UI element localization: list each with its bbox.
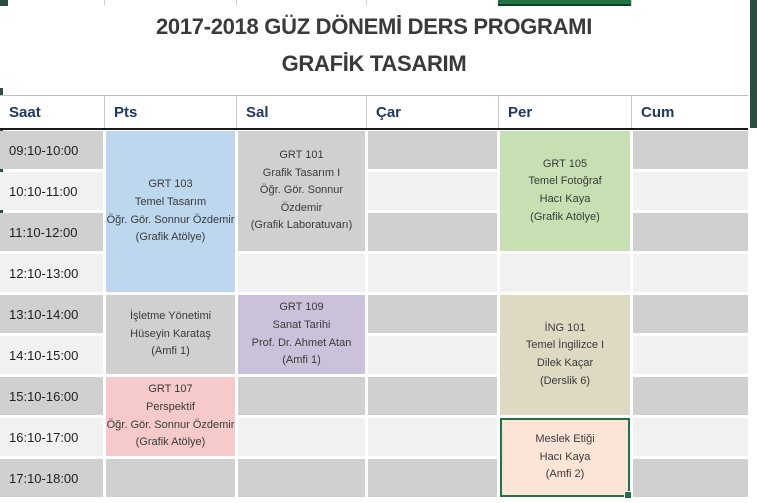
day-header-saat[interactable]: Saat xyxy=(9,103,41,121)
course-code: GRT 105 xyxy=(542,157,588,170)
time-cell[interactable]: 16:10-17:00 xyxy=(0,418,103,456)
empty-cell[interactable] xyxy=(368,131,497,169)
time-cell[interactable]: 13:10-14:00 xyxy=(0,295,103,333)
course-instructor: Öğr. Gör. Sonnur Özdemir xyxy=(106,213,235,226)
empty-cell[interactable] xyxy=(633,336,748,374)
course-name: Sanat Tarihi xyxy=(272,318,331,331)
course-code: GRT 101 xyxy=(279,149,324,162)
empty-cell[interactable] xyxy=(633,213,748,251)
course-name: Meslek Etiği xyxy=(535,433,595,446)
course-block-grt109[interactable] xyxy=(238,295,365,374)
course-instructor: Hacı Kaya xyxy=(539,450,591,463)
column-header-sliver xyxy=(631,0,748,5)
course-block-grt101[interactable] xyxy=(238,131,365,251)
course-name: Temel İngilizce I xyxy=(525,339,605,352)
empty-cell[interactable] xyxy=(238,377,365,415)
time-cell[interactable]: 14:10-15:00 xyxy=(0,336,103,374)
column-header-sliver xyxy=(236,0,366,5)
course-room: (Grafik Atölye) xyxy=(135,436,206,449)
course-room: (Derslik 6) xyxy=(539,374,591,387)
empty-cell[interactable] xyxy=(633,172,748,210)
day-header-sal[interactable]: Sal xyxy=(236,96,366,128)
course-block-ing101[interactable] xyxy=(500,295,630,415)
day-header-per[interactable]: Per xyxy=(498,96,631,128)
course-block-grt103[interactable] xyxy=(106,131,235,292)
course-name: Temel Fotoğraf xyxy=(528,175,602,188)
empty-cell[interactable] xyxy=(500,254,630,292)
day-header-pts[interactable]: Pts xyxy=(104,96,236,128)
empty-cell[interactable] xyxy=(633,254,748,292)
empty-cell[interactable] xyxy=(633,459,748,497)
column-header-sliver xyxy=(0,0,104,5)
course-room: (Amfi 2) xyxy=(545,468,585,481)
empty-cell[interactable] xyxy=(238,254,365,292)
day-header-row xyxy=(0,95,748,130)
time-cell[interactable]: 09:10-10:00 xyxy=(0,131,103,169)
course-instructor: Öğr. Gör. Sonnur Özdemir xyxy=(106,418,235,431)
empty-cell[interactable] xyxy=(368,295,497,333)
empty-cell[interactable] xyxy=(633,377,748,415)
time-cell[interactable]: 10:10-11:00 xyxy=(0,172,103,210)
day-header-cum[interactable]: Cum xyxy=(631,96,748,128)
course-code: GRT 107 xyxy=(148,383,193,396)
time-cell[interactable]: 15:10-16:00 xyxy=(0,377,103,415)
selected-column-highlight xyxy=(498,0,631,6)
course-name: Perspektif xyxy=(146,400,195,413)
schedule-title xyxy=(0,8,748,82)
column-header-strip xyxy=(0,0,748,5)
empty-cell[interactable] xyxy=(368,336,497,374)
course-instructor: Hüseyin Karataş xyxy=(130,327,211,340)
day-header-car[interactable]: Çar xyxy=(366,96,498,128)
schedule-title-line1: 2017-2018 GÜZ DÖNEMİ DERS PROGRAMI xyxy=(155,14,593,39)
time-cell[interactable]: 11:10-12:00 xyxy=(0,213,103,251)
column-header-sliver xyxy=(366,0,498,5)
empty-cell[interactable] xyxy=(368,172,497,210)
course-instructor: Hacı Kaya xyxy=(539,193,591,205)
schedule-title-line2: GRAFİK TASARIM xyxy=(281,51,467,76)
right-edge-artifact xyxy=(750,0,757,128)
course-name: Grafik Tasarım I xyxy=(262,166,341,179)
empty-cell[interactable] xyxy=(368,418,497,456)
course-block-grt107[interactable] xyxy=(106,377,235,456)
empty-cell[interactable] xyxy=(633,418,748,456)
schedule-grid xyxy=(0,131,748,497)
empty-cell[interactable] xyxy=(633,131,748,169)
course-instructor: Öğr. Gör. Sonnur Özdemir xyxy=(259,184,344,214)
course-name: Temel Tasarım xyxy=(134,195,207,208)
course-room: (Grafik Atölye) xyxy=(530,210,600,223)
course-code: GRT 109 xyxy=(279,301,324,314)
course-room: (Amfi 1) xyxy=(151,345,190,358)
time-cell[interactable]: 12:10-13:00 xyxy=(0,254,103,292)
empty-cell[interactable] xyxy=(368,377,497,415)
course-room: (Grafik Atölye) xyxy=(135,231,206,244)
empty-cell[interactable] xyxy=(368,459,497,497)
empty-cell[interactable] xyxy=(106,459,235,497)
corner-artifact xyxy=(0,0,8,6)
empty-cell[interactable] xyxy=(633,295,748,333)
course-code: İNG 101 xyxy=(544,321,586,334)
empty-cell[interactable] xyxy=(368,254,497,292)
course-block-meslek-etigi-selected[interactable] xyxy=(500,418,630,497)
empty-cell[interactable] xyxy=(238,418,365,456)
course-instructor: Prof. Dr. Ahmet Atan xyxy=(251,336,352,349)
course-name: İşletme Yönetimi xyxy=(129,310,212,323)
empty-cell[interactable] xyxy=(238,459,365,497)
course-room: (Grafik Laboratuvarı) xyxy=(250,219,353,232)
course-instructor: Dilek Kaçar xyxy=(536,357,594,369)
time-cell[interactable]: 17:10-18:00 xyxy=(0,459,103,497)
course-room: (Amfi 1) xyxy=(282,354,321,367)
course-block-isletme[interactable] xyxy=(106,295,235,374)
course-block-grt105[interactable] xyxy=(500,131,630,251)
empty-cell[interactable] xyxy=(368,213,497,251)
column-header-sliver xyxy=(104,0,236,5)
course-code: GRT 103 xyxy=(148,178,193,191)
